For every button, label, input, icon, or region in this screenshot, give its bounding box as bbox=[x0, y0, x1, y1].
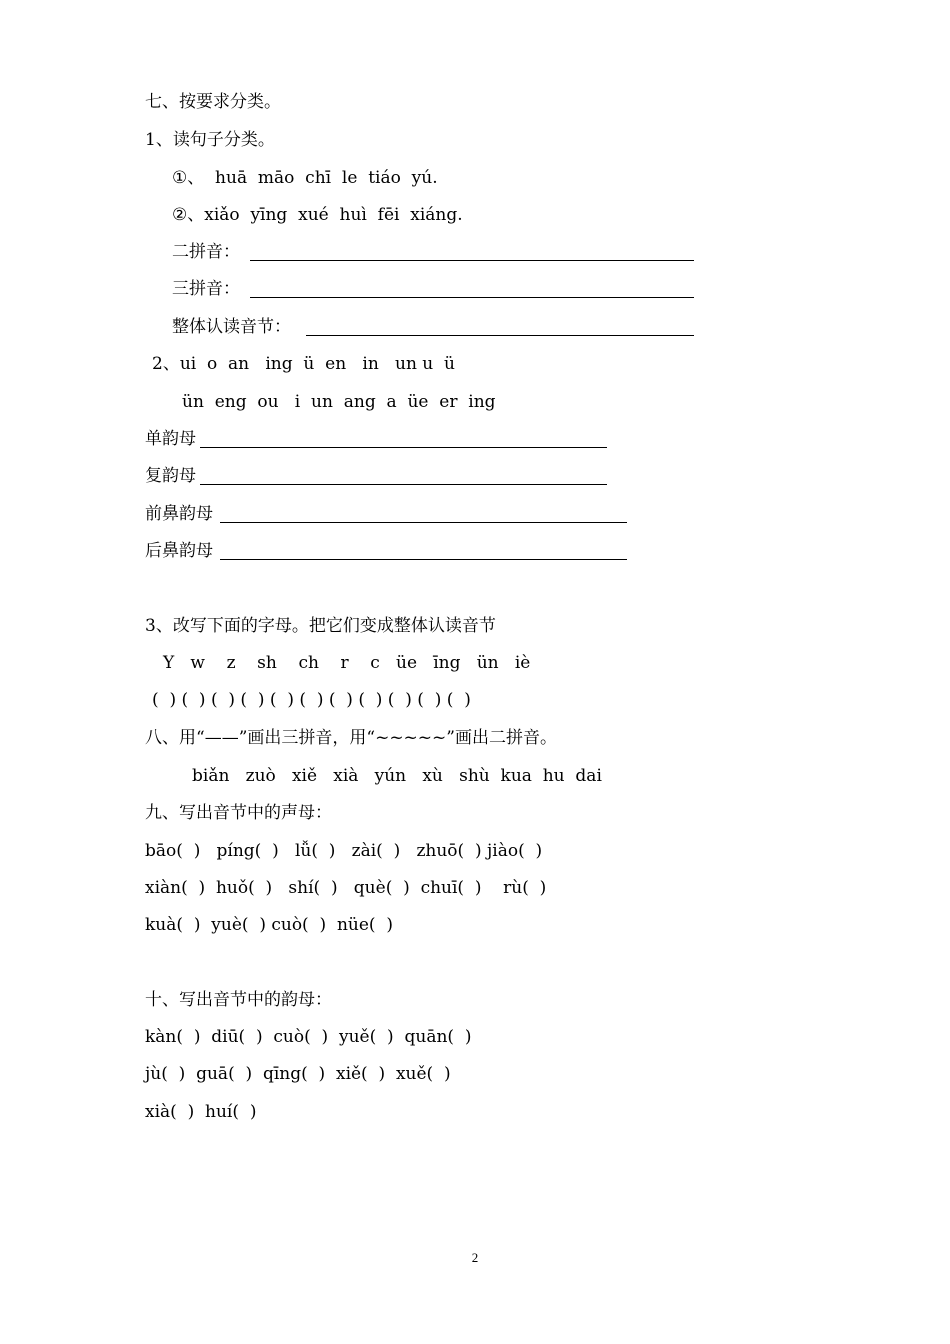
q3-title: 3、改写下面的字母。把它们变成整体认读音节 bbox=[145, 616, 496, 636]
section8-words: biǎn zuò xiě xià yún xù shù kua hu dai bbox=[192, 766, 602, 786]
q3-letters: Y w z sh ch r c üe īng ün iè bbox=[163, 653, 531, 673]
page-number: 2 bbox=[471, 1250, 479, 1265]
section10-title: 十、写出音节中的韵母： bbox=[145, 990, 332, 1010]
answer-line[interactable] bbox=[250, 297, 694, 298]
q2-label-compound-final: 复韵母 bbox=[145, 466, 196, 486]
section8-title: 八、用“——”画出三拼音，用“~~~~~”画出二拼音。 bbox=[145, 728, 557, 748]
section9-row-1: bāo( ) píng( ) lǚ( ) zài( ) zhuō( ) jiào( ) bbox=[145, 841, 543, 861]
section10-row-2: jù( ) guā( ) qīng( ) xiě( ) xuě( ) bbox=[145, 1064, 451, 1084]
answer-line[interactable] bbox=[200, 447, 607, 448]
q1-sentence-2: ②、xiǎo yīng xué huì fēi xiáng. bbox=[172, 205, 463, 225]
section9-row-2: xiàn( ) huǒ( ) shí( ) què( ) chuī( ) rù( ) bbox=[145, 878, 547, 898]
q2-label-back-nasal: 后鼻韵母 bbox=[145, 541, 213, 561]
answer-line[interactable] bbox=[220, 522, 627, 523]
q3-answer-parens[interactable]: ( ) ( ) ( ) ( ) ( ) ( ) ( ) ( ) ( ) ( ) ( ) bbox=[152, 690, 471, 710]
q2-label-front-nasal: 前鼻韵母 bbox=[145, 504, 213, 524]
answer-line[interactable] bbox=[220, 559, 627, 560]
section10-row-3: xià( ) huí( ) bbox=[145, 1102, 257, 1122]
q1-label-whole-syllable: 整体认读音节： bbox=[172, 317, 291, 337]
q1-label-two-part: 二拼音： bbox=[172, 242, 240, 262]
q2-label-single-final: 单韵母 bbox=[145, 429, 196, 449]
section9-title: 九、写出音节中的声母： bbox=[145, 803, 332, 823]
q2-row-1: 2、ui o an ing ü en in un u ü bbox=[152, 354, 456, 374]
q1-label-three-part: 三拼音： bbox=[172, 279, 240, 299]
answer-line[interactable] bbox=[250, 260, 694, 261]
section7-title: 七、按要求分类。 bbox=[145, 92, 281, 112]
section10-row-1: kàn( ) diū( ) cuò( ) yuě( ) quān( ) bbox=[145, 1027, 472, 1047]
q1-title: 1、读句子分类。 bbox=[145, 130, 275, 150]
q2-row-2: ün eng ou i un ang a üe er ing bbox=[182, 392, 496, 412]
section9-row-3: kuà( ) yuè( ) cuò( ) nüe( ) bbox=[145, 915, 393, 935]
answer-line[interactable] bbox=[306, 335, 694, 336]
q1-sentence-1: ①、 huā māo chī le tiáo yú. bbox=[172, 168, 438, 188]
answer-line[interactable] bbox=[200, 484, 607, 485]
